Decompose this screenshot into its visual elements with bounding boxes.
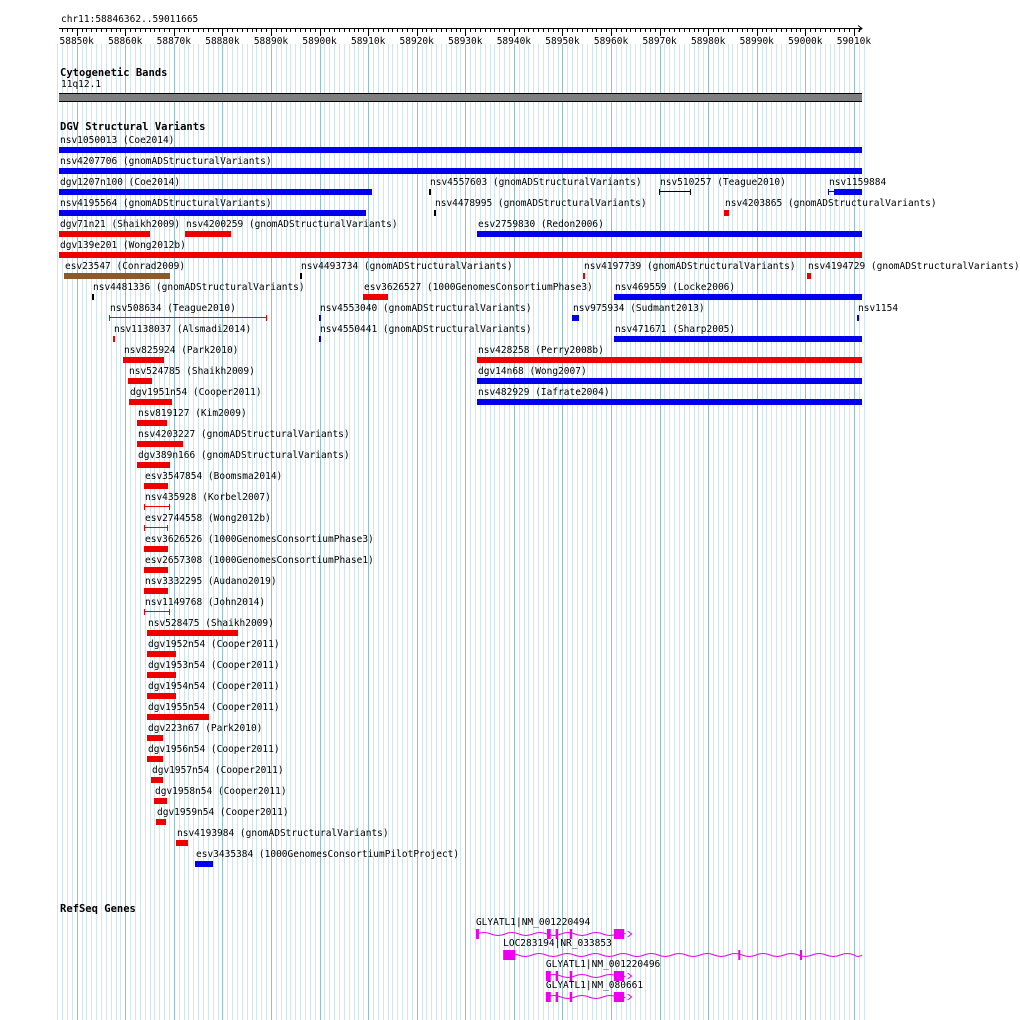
variant-feature[interactable] [807, 273, 811, 279]
variant-label[interactable]: esv2744558 (Wong2012b) [145, 513, 271, 524]
ruler-tick-label: 58850k [59, 36, 94, 47]
variant-feature[interactable] [614, 336, 862, 342]
variant-feature[interactable] [477, 399, 862, 405]
variant-feature[interactable] [137, 420, 167, 426]
ruler-tick-label: 58930k [448, 36, 483, 47]
variant-label[interactable]: esv2759830 (Redon2006) [478, 219, 604, 230]
gene-intron-line [547, 975, 626, 978]
variant-label[interactable]: esv2657308 (1000GenomesConsortiumPhase1) [145, 555, 374, 566]
variant-label[interactable]: esv3626527 (1000GenomesConsortiumPhase3) [364, 282, 593, 293]
gene-exon[interactable] [570, 992, 572, 1002]
variant-label[interactable]: dgv223n67 (Park2010) [148, 723, 263, 734]
ruler-tick-label: 58950k [545, 36, 580, 47]
variant-feature[interactable] [144, 525, 168, 531]
cytoband-label: 11q12.1 [61, 79, 102, 90]
gene-strand-arrow-icon [628, 931, 632, 937]
variant-feature[interactable] [477, 357, 862, 363]
variant-label[interactable]: dgv71n21 (Shaikh2009) [60, 219, 181, 230]
variant-feature[interactable] [319, 315, 321, 321]
variant-feature[interactable] [614, 294, 862, 300]
variant-label[interactable]: dgv1957n54 (Cooper2011) [152, 765, 284, 776]
variant-label[interactable]: nsv1138037 (Alsmadi2014) [114, 324, 252, 335]
variant-feature[interactable] [59, 189, 372, 195]
variant-label[interactable]: dgv1953n54 (Cooper2011) [148, 660, 280, 671]
variant-label[interactable]: dgv389n166 (gnomADStructuralVariants) [138, 450, 350, 461]
gene-exon[interactable] [504, 950, 515, 960]
dgv-track-title: DGV Structural Variants [60, 121, 206, 133]
variant-label[interactable]: nsv4200259 (gnomADStructuralVariants) [186, 219, 398, 230]
variant-label[interactable]: dgv1959n54 (Cooper2011) [157, 807, 289, 818]
variant-feature[interactable] [156, 819, 166, 825]
refseq-track-title: RefSeq Genes [60, 903, 136, 915]
variant-feature[interactable] [59, 147, 862, 153]
variant-label[interactable]: nsv1154 [858, 303, 899, 314]
variant-label[interactable]: nsv1149768 (John2014) [145, 597, 266, 608]
variant-feature[interactable] [123, 357, 164, 363]
variant-feature[interactable] [477, 231, 862, 237]
variant-label[interactable]: nsv4478995 (gnomADStructuralVariants) [435, 198, 647, 209]
variant-label[interactable]: nsv471671 (Sharp2005) [615, 324, 736, 335]
variant-feature[interactable] [59, 168, 862, 174]
ruler-tick-label: 58980k [691, 36, 726, 47]
variant-feature[interactable] [319, 336, 321, 342]
variant-label[interactable]: nsv4195564 (gnomADStructuralVariants) [60, 198, 272, 209]
variant-feature[interactable] [59, 252, 862, 258]
variant-feature[interactable] [113, 336, 115, 342]
variant-label[interactable]: dgv1951n54 (Cooper2011) [130, 387, 262, 398]
variant-label[interactable]: nsv4194729 (gnomADStructuralVariants) [808, 261, 1020, 272]
variant-label[interactable]: dgv1958n54 (Cooper2011) [155, 786, 287, 797]
variant-label[interactable]: nsv975934 (Sudmant2013) [573, 303, 705, 314]
variant-label[interactable]: nsv4203865 (gnomADStructuralVariants) [725, 198, 937, 209]
variant-feature[interactable] [147, 651, 176, 657]
ruler-tick-label: 59010k [836, 36, 872, 47]
gene-exon[interactable] [738, 950, 740, 960]
variant-label[interactable]: esv3435384 (1000GenomesConsortiumPilotProject) [196, 849, 460, 860]
variant-label[interactable]: nsv469559 (Locke2006) [615, 282, 736, 293]
variant-label[interactable]: dgv1956n54 (Cooper2011) [148, 744, 280, 755]
cytoband-track-title: Cytogenetic Bands [60, 67, 168, 79]
variant-feature[interactable] [583, 273, 585, 279]
ruler-tick-label: 58880k [205, 36, 240, 47]
ruler-tick-label: 58960k [593, 36, 629, 47]
ruler-tick-label: 58940k [496, 36, 532, 47]
variant-feature[interactable] [92, 294, 94, 300]
variant-label[interactable]: nsv3332295 (Audano2019) [145, 576, 277, 587]
gene-label[interactable]: GLYATL1|NM_001220496 [545, 959, 661, 970]
variant-label[interactable]: nsv1050013 (Coe2014) [60, 135, 175, 146]
gene-strand-arrow-icon [628, 994, 632, 1000]
variant-feature[interactable] [129, 399, 172, 405]
ruler-tick-label: 58870k [156, 36, 191, 47]
ruler-tick-label: 58900k [302, 36, 337, 47]
variant-label[interactable]: esv3626526 (1000GenomesConsortiumPhase3) [145, 534, 374, 545]
ruler-tick-label: 58970k [642, 36, 677, 47]
variant-feature[interactable] [144, 609, 170, 615]
variant-feature[interactable] [176, 840, 188, 846]
variant-label[interactable]: nsv435928 (Korbel2007) [145, 492, 271, 503]
gene-exon[interactable] [547, 992, 551, 1002]
variant-label[interactable]: nsv4550441 (gnomADStructuralVariants) [320, 324, 532, 335]
variant-feature[interactable] [147, 735, 163, 741]
gene-exon[interactable] [800, 950, 802, 960]
variant-feature[interactable] [147, 756, 163, 762]
variant-feature[interactable] [144, 546, 168, 552]
variant-feature[interactable] [300, 273, 302, 279]
variant-feature[interactable] [147, 714, 209, 720]
variant-label[interactable]: nsv4207706 (gnomADStructuralVariants) [60, 156, 272, 167]
variant-feature[interactable] [151, 777, 163, 783]
variant-feature[interactable] [154, 798, 167, 804]
variant-feature[interactable] [195, 861, 213, 867]
variant-label[interactable]: nsv1159884 [829, 177, 887, 188]
variant-feature[interactable] [147, 672, 176, 678]
variant-feature[interactable] [64, 273, 170, 279]
variant-feature[interactable] [572, 315, 579, 321]
gene-exon[interactable] [614, 929, 624, 939]
gene-strand-arrow-icon [628, 973, 632, 979]
variant-label[interactable]: nsv4557603 (gnomADStructuralVariants) [430, 177, 642, 188]
variant-label[interactable]: nsv4203227 (gnomADStructuralVariants) [138, 429, 350, 440]
gene-intron-line [504, 954, 862, 957]
locus-label: chr11:58846362..59011665 [61, 14, 199, 25]
variant-feature[interactable] [144, 483, 168, 489]
variant-label[interactable]: nsv825924 (Park2010) [124, 345, 239, 356]
variant-feature[interactable] [59, 210, 366, 216]
ruler-tick-label: 58890k [253, 36, 289, 47]
variant-label[interactable]: dgv1955n54 (Cooper2011) [148, 702, 280, 713]
gene-intron-line [547, 996, 626, 999]
gene-intron-line [477, 933, 626, 936]
ruler-tick-label: 58990k [739, 36, 774, 47]
variant-feature[interactable] [144, 588, 168, 594]
variant-feature[interactable] [59, 231, 150, 237]
variant-feature[interactable] [128, 378, 152, 384]
variant-feature[interactable] [724, 210, 729, 216]
ruler-tick-label: 58910k [350, 36, 386, 47]
variant-label[interactable]: nsv510257 (Teague2010) [660, 177, 786, 188]
variant-feature[interactable] [429, 189, 431, 195]
gene-exon[interactable] [614, 992, 624, 1002]
variant-feature[interactable] [857, 315, 859, 321]
variant-label[interactable]: dgv1954n54 (Cooper2011) [148, 681, 280, 692]
gene-exon[interactable] [556, 992, 558, 1002]
variant-label[interactable]: nsv4197739 (gnomADStructuralVariants) [584, 261, 796, 272]
variant-feature[interactable] [477, 378, 862, 384]
variant-feature[interactable] [828, 189, 862, 195]
variant-label[interactable]: nsv4193984 (gnomADStructuralVariants) [177, 828, 389, 839]
variant-label[interactable]: nsv524785 (Shaikh2009) [129, 366, 255, 377]
variant-label[interactable]: dgv1207n100 (Coe2014) [60, 177, 181, 188]
variant-label[interactable]: nsv508634 (Teague2010) [110, 303, 236, 314]
variant-label[interactable]: nsv428258 (Perry2008b) [478, 345, 604, 356]
variant-feature[interactable] [144, 567, 168, 573]
variant-label[interactable]: dgv1952n54 (Cooper2011) [148, 639, 280, 650]
gene-label[interactable]: GLYATL1|NM_080661 [545, 980, 644, 991]
variant-label[interactable]: dgv139e201 (Wong2012b) [60, 240, 186, 251]
variant-feature[interactable] [144, 504, 170, 510]
variant-feature[interactable] [137, 441, 183, 447]
refseq-track [0, 912, 890, 1020]
variant-feature[interactable] [659, 189, 691, 195]
variant-feature[interactable] [147, 630, 238, 636]
variant-label[interactable]: nsv819127 (Kim2009) [138, 408, 247, 419]
gene-exon[interactable] [477, 929, 479, 939]
variant-feature[interactable] [363, 294, 388, 300]
variant-label[interactable]: nsv528475 (Shaikh2009) [148, 618, 274, 629]
variant-feature[interactable] [137, 462, 170, 468]
variant-feature[interactable] [185, 231, 231, 237]
variant-feature[interactable] [147, 693, 176, 699]
variant-label[interactable]: esv23547 (Conrad2009) [65, 261, 186, 272]
ruler-tick-label: 58860k [108, 36, 143, 47]
variant-label[interactable]: nsv482929 (Iafrate2004) [478, 387, 610, 398]
variant-label[interactable]: nsv4493734 (gnomADStructuralVariants) [301, 261, 513, 272]
ruler-tick-label: 58920k [399, 36, 434, 47]
gene-label[interactable]: GLYATL1|NM_001220494 [475, 917, 591, 928]
variant-label[interactable]: esv3547854 (Boomsma2014) [145, 471, 283, 482]
variant-label[interactable]: dgv14n68 (Wong2007) [478, 366, 587, 377]
ruler-tick-label: 59000k [788, 36, 823, 47]
variant-feature[interactable] [109, 315, 267, 321]
variant-label[interactable]: nsv4481336 (gnomADStructuralVariants) [93, 282, 305, 293]
variant-feature[interactable] [434, 210, 436, 216]
variant-label[interactable]: nsv4553040 (gnomADStructuralVariants) [320, 303, 532, 314]
gene-label[interactable]: LOC283194|NR_033853 [503, 938, 612, 949]
